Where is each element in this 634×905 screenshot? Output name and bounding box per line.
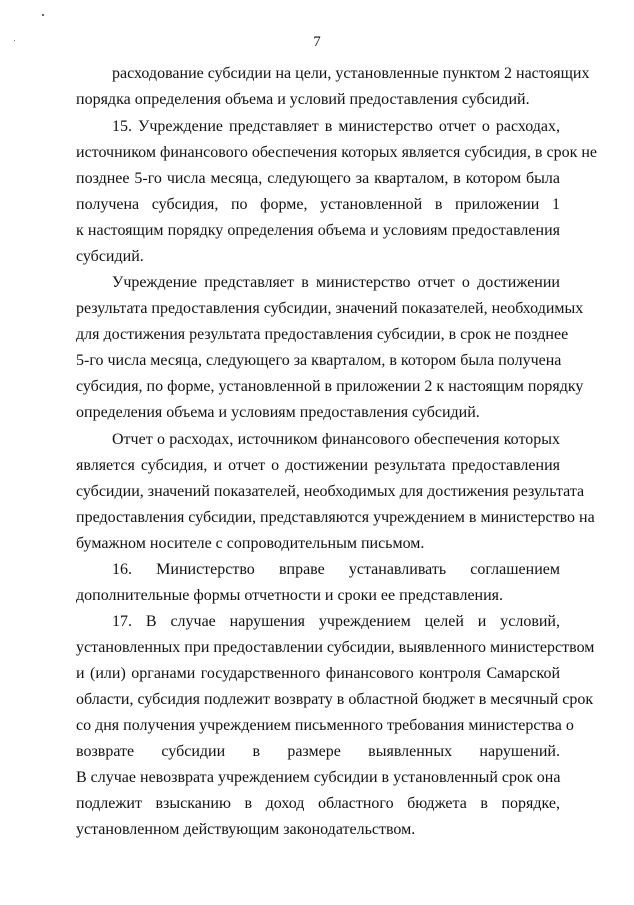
text-line: порядка определения объема и условий предоставления субсидий. xyxy=(76,91,530,108)
text-line: бумажном носителе с сопроводительным письмом. xyxy=(76,535,425,552)
text-line: к настоящим порядку определения объема и условиям предоставления xyxy=(76,222,560,239)
text-line: получена субсидия, по форме, установленной в приложении 1 xyxy=(76,196,560,213)
text-line: позднее 5-го числа месяца, следующего за кварталом, в котором была xyxy=(76,170,560,187)
text-line: области, субсидия подлежит возврату в областной бюджет в месячный срок xyxy=(76,691,594,708)
text-line: для достижения результата предоставления субсидии, в срок не позднее xyxy=(76,326,569,343)
text-line: является субсидия, и отчет о достижении результата предоставления xyxy=(76,457,560,474)
text-line: предоставления субсидии, представляются учреждением в министерство на xyxy=(76,509,595,526)
text-line: со дня получения учреждением письменного требования министерства о xyxy=(76,717,574,734)
text-line: установленном действующим законодательством. xyxy=(76,821,416,838)
text-line: 17. В случае нарушения учреждением целей и условий, xyxy=(112,613,560,630)
page-number: 7 xyxy=(313,34,321,50)
text-line: 16. Министерство вправе устанавливать соглашением xyxy=(112,561,560,578)
text-line: возврате субсидии в размере выявленных нарушений. xyxy=(76,743,560,760)
text-line: 5-го числа месяца, следующего за кварталом, в котором была получена xyxy=(76,352,562,369)
text-line: расходование субсидии на цели, установленные пунктом 2 настоящих xyxy=(112,65,590,82)
text-line: Учреждение представляет в министерство отчет о достижении xyxy=(112,274,560,291)
text-line: субсидий. xyxy=(76,248,144,265)
text-line: подлежит взысканию в доход областного бюджета в порядке, xyxy=(76,795,560,812)
text-line: определения объема и условиям предоставления субсидий. xyxy=(76,404,480,421)
scan-speck xyxy=(42,14,44,16)
text-line: установленных при предоставлении субсидии, выявленного министерством xyxy=(76,639,595,656)
text-line: и (или) органами государственного финансового контроля Самарской xyxy=(76,665,560,682)
text-line: результата предоставления субсидии, значений показателей, необходимых xyxy=(76,300,584,317)
text-line: источником финансового обеспечения которых является субсидия, в срок не xyxy=(76,144,597,161)
text-line: Отчет о расходах, источником финансового обеспечения которых xyxy=(112,431,560,448)
text-line: субсидия, по форме, установленной в приложении 2 к настоящим порядку xyxy=(76,378,584,395)
text-line: 15. Учреждение представляет в министерство отчет о расходах, xyxy=(112,118,560,135)
text-line: субсидии, значений показателей, необходимых для достижения результата xyxy=(76,483,585,500)
text-line: дополнительные формы отчетности и сроки ее представления. xyxy=(76,587,504,604)
text-line: В случае невозврата учреждением субсидии в установленный срок она xyxy=(76,769,561,786)
